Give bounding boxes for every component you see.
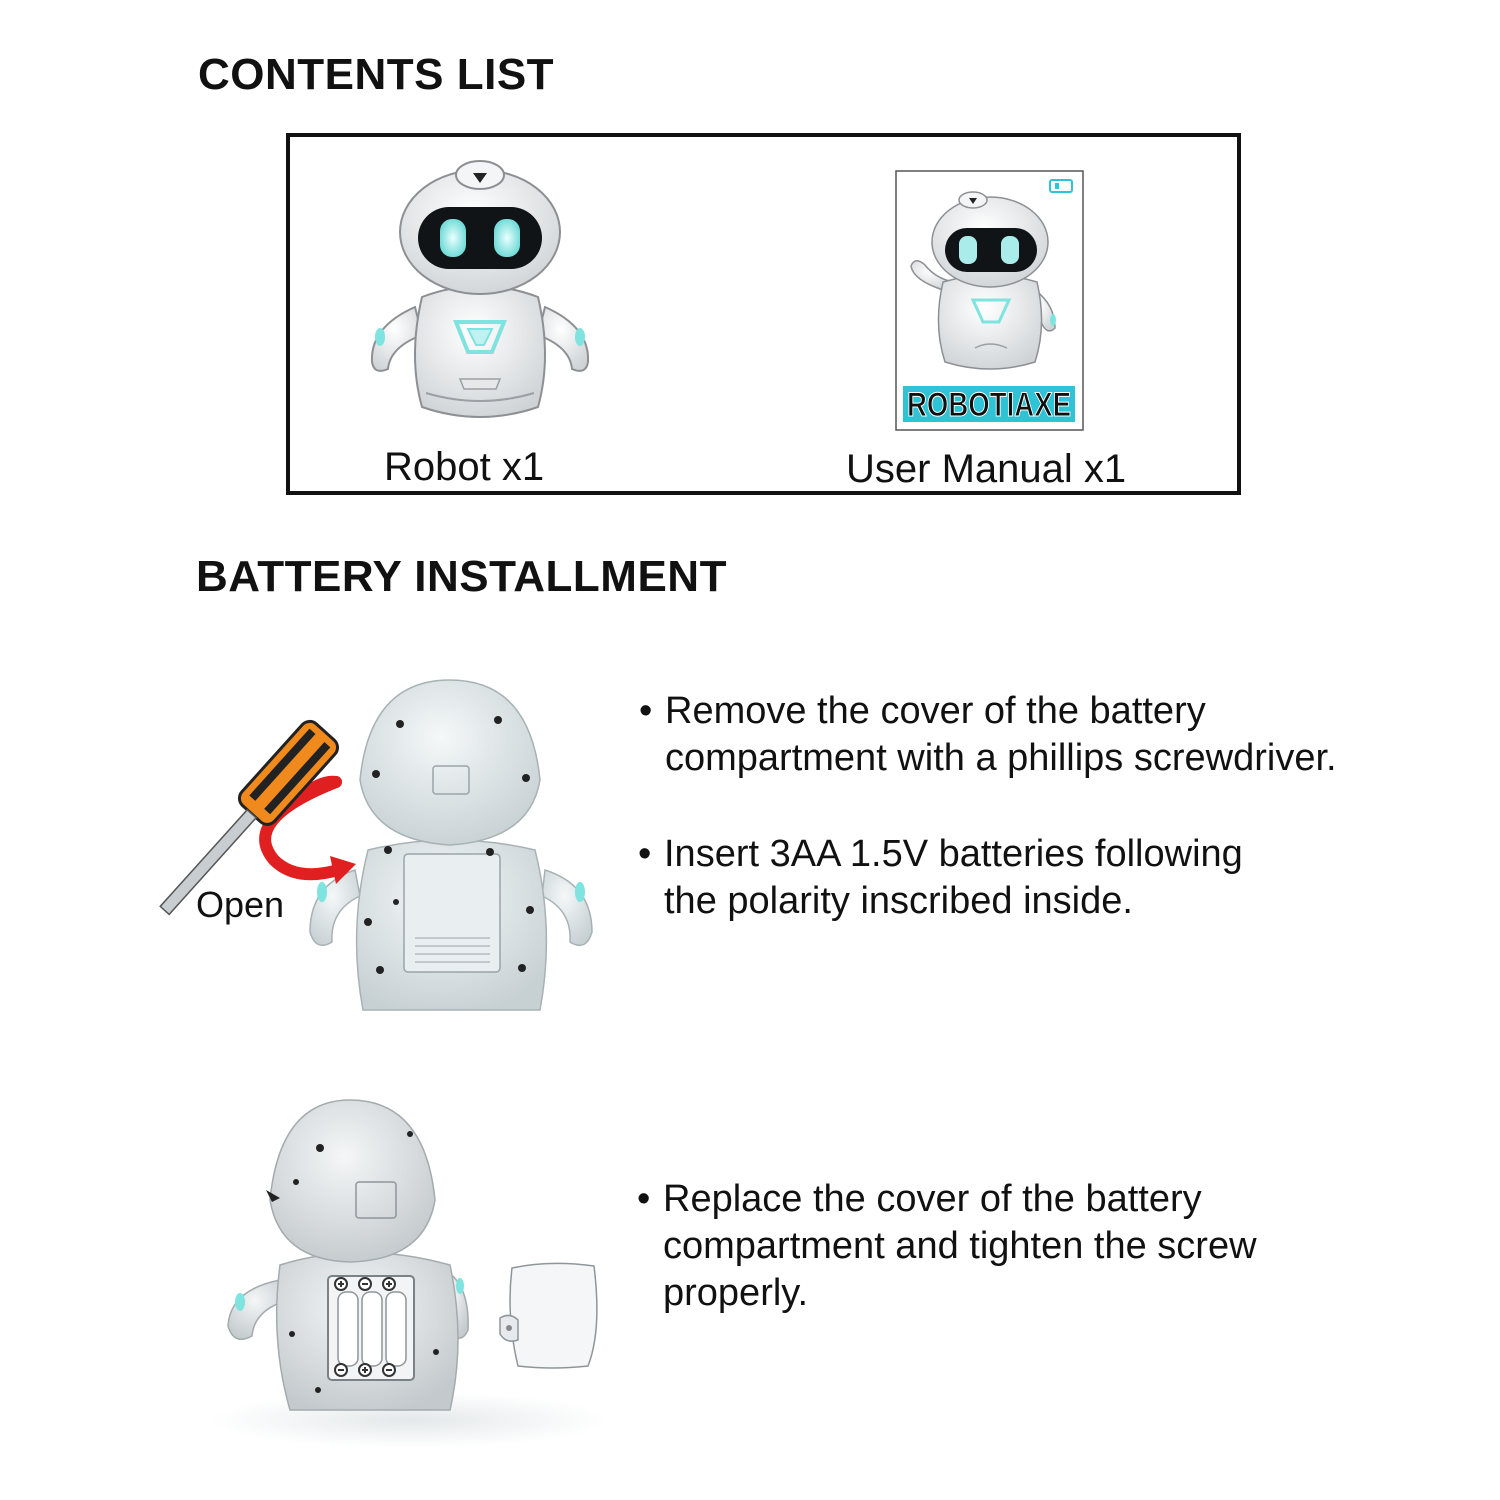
- battery-compartment-illustration: [200, 1090, 620, 1450]
- step-remove-cover: [639, 688, 1337, 782]
- step-line: Replace the cover of the battery: [663, 1178, 1202, 1220]
- step-line: properly.: [663, 1272, 809, 1314]
- bullet-dot: •: [637, 1178, 651, 1220]
- step-line: the polarity inscribed inside.: [664, 880, 1133, 922]
- manual-brand-text: ROBOTIAXE: [907, 386, 1071, 424]
- battery-installment-heading: BATTERY INSTALLMENT: [196, 552, 727, 601]
- step-line: Remove the cover of the battery: [665, 690, 1206, 732]
- open-label: Open: [196, 884, 285, 925]
- manual-icon: [895, 170, 1085, 432]
- step-insert-batteries: [638, 831, 1243, 925]
- manual-item-caption: User Manual x1: [846, 447, 1127, 491]
- contents-list-heading: CONTENTS LIST: [198, 50, 555, 99]
- open-battery-cover-illustration: [200, 670, 610, 1030]
- robot-icon: [360, 157, 600, 437]
- bullet-dot: •: [638, 833, 652, 875]
- robot-item-caption: Robot x1: [384, 445, 545, 489]
- step-replace-cover: [637, 1176, 1257, 1317]
- contents-box: [286, 133, 1241, 495]
- step-line: compartment with a phillips screwdriver.: [665, 737, 1337, 779]
- step-line: Insert 3AA 1.5V batteries following: [664, 833, 1243, 875]
- bullet-dot: •: [639, 690, 653, 732]
- step-line: compartment and tighten the screw: [663, 1225, 1257, 1267]
